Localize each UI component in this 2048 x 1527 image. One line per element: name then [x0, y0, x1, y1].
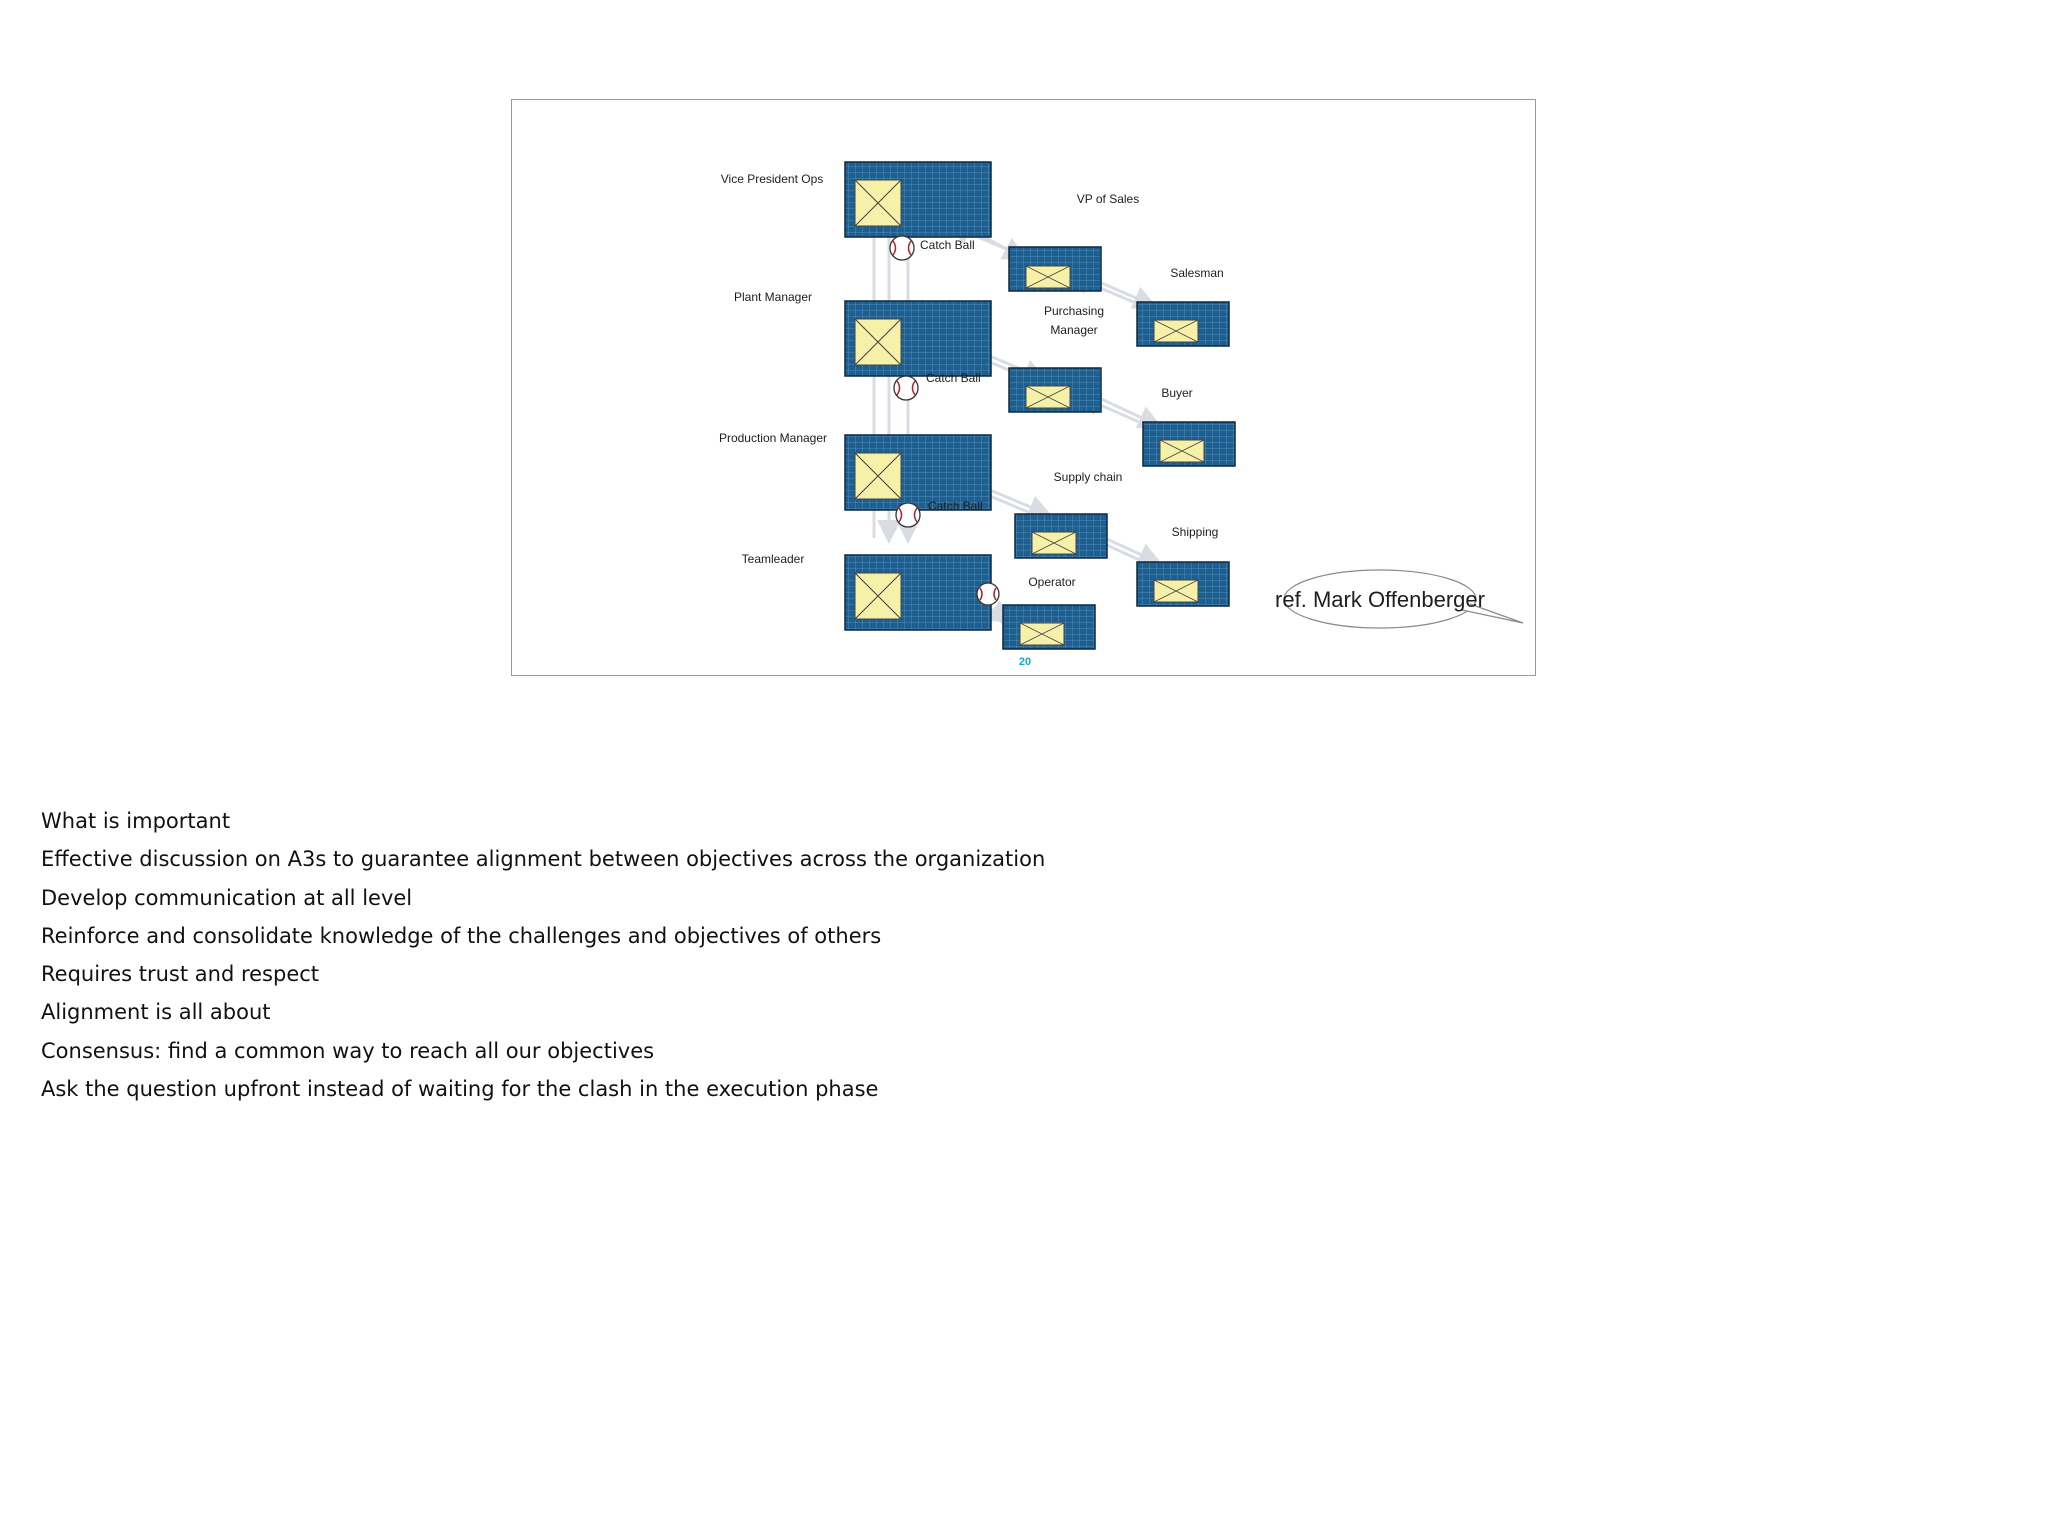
page-number: 20	[1018, 656, 1032, 668]
label-vp-of-sales: VP of Sales	[1076, 192, 1140, 206]
label-purchasing-manager-line2: Manager	[1050, 323, 1098, 337]
a3-supply-chain	[1009, 368, 1101, 412]
catch-ball-label: Catch Ball	[926, 371, 981, 385]
baseball-icon	[896, 503, 920, 527]
notes-line: Ask the question upfront instead of waiting for the clash in the execution phase	[41, 1077, 879, 1102]
speaker-notes	[41, 802, 1045, 1108]
label-shipping: Shipping	[1171, 525, 1219, 539]
reference-speech-bubble	[1275, 570, 1523, 628]
catch-ball-label: Catch Ball	[920, 238, 975, 252]
baseball-icon	[890, 236, 914, 260]
a3-operator	[1003, 605, 1095, 649]
a3-salesman	[1137, 302, 1229, 346]
notes-line: Alignment is all about	[41, 1000, 271, 1025]
notes-line: Develop communication at all level	[41, 885, 413, 910]
slide-frame	[511, 99, 1536, 676]
a3-teamleader	[845, 555, 991, 630]
notes-line: Reinforce and consolidate knowledge of the challenges and objectives of others	[41, 923, 882, 948]
label-purchasing-manager-line1: Purchasing	[1043, 304, 1105, 318]
label-production-manager: Production Manager	[718, 431, 828, 445]
label-supply-chain: Supply chain	[1053, 470, 1123, 484]
label-plant-manager: Plant Manager	[733, 290, 813, 304]
label-teamleader: Teamleader	[741, 552, 805, 566]
a3-buyer	[1143, 422, 1235, 466]
notes-line: Effective discussion on A3s to guarantee alignment between objectives across the organization	[41, 847, 1046, 872]
a3-plant-manager	[845, 301, 991, 376]
baseball-icon	[977, 583, 999, 605]
a3-shipping	[1137, 562, 1229, 606]
label-buyer: Buyer	[1161, 386, 1193, 400]
baseball-icon	[894, 376, 918, 400]
catch-ball-label: Catch Ball	[928, 499, 983, 513]
notes-heading: What is important	[41, 809, 231, 833]
reference-text: ref. Mark Offenberger	[1275, 587, 1485, 612]
label-vice-president-ops: Vice President Ops	[720, 172, 824, 186]
label-operator: Operator	[1028, 575, 1076, 589]
a3-purchasing-manager	[1009, 247, 1101, 291]
notes-line: Consensus: find a common way to reach all our objectives	[41, 1038, 655, 1063]
a3-vice-president-ops	[845, 162, 991, 237]
label-salesman: Salesman	[1170, 266, 1224, 280]
notes-line: Requires trust and respect	[41, 962, 320, 987]
catchball-diagram	[512, 100, 1537, 677]
a3-operator-side	[1015, 514, 1107, 558]
